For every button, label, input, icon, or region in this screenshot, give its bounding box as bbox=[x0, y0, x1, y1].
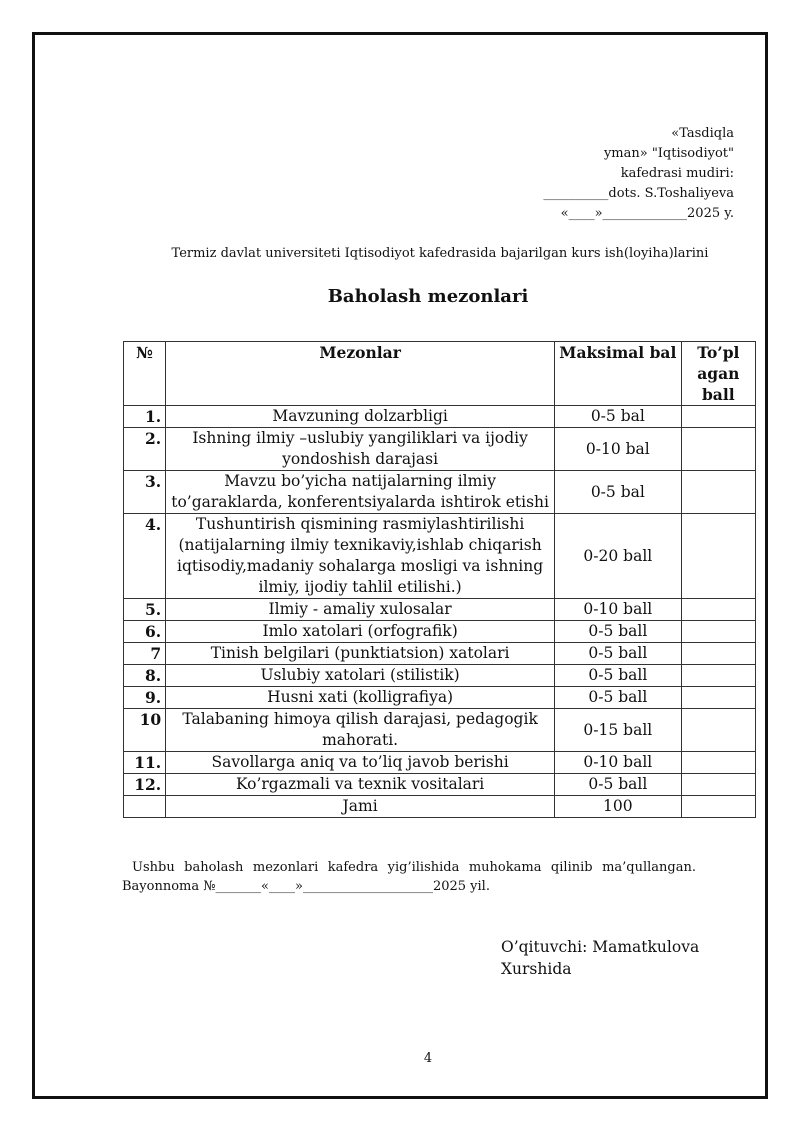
table-row bbox=[124, 514, 756, 599]
row-number: 11. bbox=[124, 752, 166, 774]
row-criteria: Imlo xatolari (orfografik) bbox=[166, 621, 555, 643]
footer-line: Bayonnoma №_______«____»____________________2025 yil. bbox=[122, 879, 490, 894]
row-max-score: 0-5 bal bbox=[555, 406, 682, 428]
row-max-score: 0-5 ball bbox=[555, 621, 682, 643]
row-number: 6. bbox=[124, 621, 166, 643]
row-number: 4. bbox=[124, 514, 166, 599]
table-row bbox=[124, 599, 756, 621]
row-max-score: 0-5 bal bbox=[555, 471, 682, 514]
approval-line: yman» "Iqtisodiyot" bbox=[603, 146, 734, 161]
row-max-score: 0-10 bal bbox=[555, 428, 682, 471]
table-row bbox=[124, 709, 756, 752]
row-criteria: Savollarga aniq va to’liq javob berishi bbox=[166, 752, 555, 774]
table-row bbox=[124, 621, 756, 643]
row-number: 7 bbox=[124, 643, 166, 665]
row-received-score bbox=[681, 599, 755, 621]
row-number: 12. bbox=[124, 774, 166, 796]
row-criteria: Talabaning himoya qilish darajasi, pedagogik mahorati. bbox=[166, 709, 555, 752]
footer-note bbox=[122, 858, 696, 896]
row-criteria: Ko’rgazmali va texnik vositalari bbox=[166, 774, 555, 796]
row-received-score bbox=[681, 796, 755, 818]
row-max-score: 0-5 ball bbox=[555, 687, 682, 709]
row-number: 1. bbox=[124, 406, 166, 428]
row-max-score: 0-10 ball bbox=[555, 599, 682, 621]
row-number bbox=[124, 796, 166, 818]
criteria-table bbox=[123, 341, 756, 818]
row-criteria: Mavzu bo’yicha natijalarning ilmiy to’garaklarda, konferentsiyalarda ishtirok etishi bbox=[166, 471, 555, 514]
row-max-score: 0-10 ball bbox=[555, 752, 682, 774]
header-max-score: Maksimal bal bbox=[555, 342, 682, 406]
row-number: 10 bbox=[124, 709, 166, 752]
row-max-score: 0-20 ball bbox=[555, 514, 682, 599]
teacher-line: Xurshida bbox=[501, 960, 572, 978]
row-received-score bbox=[681, 514, 755, 599]
row-received-score bbox=[681, 471, 755, 514]
page-number: 4 bbox=[423, 1051, 433, 1066]
row-max-score: 0-15 ball bbox=[555, 709, 682, 752]
row-criteria: Tushuntirish qismining rasmiylashtirilishi (natijalarning ilmiy texnikaviy,ishlab chiqarish iqtisodiy,madaniy sohalarga mosligi va ishning ilmiy, ijodiy tahlil etilishi.) bbox=[166, 514, 555, 599]
row-max-score: 0-5 ball bbox=[555, 665, 682, 687]
row-number: 5. bbox=[124, 599, 166, 621]
table-row bbox=[124, 471, 756, 514]
approval-signature-line: __________dots. S.Toshaliyeva bbox=[543, 186, 734, 201]
row-max-score: 100 bbox=[555, 796, 682, 818]
row-number: 2. bbox=[124, 428, 166, 471]
footer-line: Ushbu baholash mezonlari kafedra yig’ilishida muhokama qilinib ma’qullangan. bbox=[132, 860, 696, 875]
teacher-line: O’qituvchi: Mamatkulova bbox=[501, 938, 700, 956]
row-received-score bbox=[681, 709, 755, 752]
teacher-signature bbox=[501, 936, 699, 980]
intro-text: Termiz davlat universiteti Iqtisodiyot kafedrasida bajarilgan kurs ish(loyiha)larini bbox=[171, 246, 709, 261]
row-criteria: Mavzuning dolzarbligi bbox=[166, 406, 555, 428]
row-criteria: Jami bbox=[166, 796, 555, 818]
row-received-score bbox=[681, 621, 755, 643]
approval-block bbox=[543, 124, 734, 224]
row-criteria: Husni xati (kolligrafiya) bbox=[166, 687, 555, 709]
row-max-score: 0-5 ball bbox=[555, 774, 682, 796]
approval-date-line: «____»_____________2025 y. bbox=[560, 206, 734, 221]
table-row bbox=[124, 406, 756, 428]
table-row bbox=[124, 796, 756, 818]
row-number: 8. bbox=[124, 665, 166, 687]
table-row bbox=[124, 752, 756, 774]
row-received-score bbox=[681, 752, 755, 774]
row-received-score bbox=[681, 687, 755, 709]
table-row bbox=[124, 687, 756, 709]
header-number: № bbox=[124, 342, 166, 406]
row-received-score bbox=[681, 643, 755, 665]
row-number: 9. bbox=[124, 687, 166, 709]
table-row bbox=[124, 774, 756, 796]
row-criteria: Ishning ilmiy –uslubiy yangiliklari va ijodiy yondoshish darajasi bbox=[166, 428, 555, 471]
row-received-score bbox=[681, 406, 755, 428]
table-row bbox=[124, 428, 756, 471]
row-criteria: Uslubiy xatolari (stilistik) bbox=[166, 665, 555, 687]
row-received-score bbox=[681, 774, 755, 796]
table-row bbox=[124, 643, 756, 665]
table-row bbox=[124, 665, 756, 687]
document-title: Baholash mezonlari bbox=[327, 286, 529, 307]
row-number: 3. bbox=[124, 471, 166, 514]
header-received-score: To’pl agan ball bbox=[681, 342, 755, 406]
row-received-score bbox=[681, 428, 755, 471]
row-max-score: 0-5 ball bbox=[555, 643, 682, 665]
row-criteria: Ilmiy - amaliy xulosalar bbox=[166, 599, 555, 621]
header-criteria: Mezonlar bbox=[166, 342, 555, 406]
approval-line: kafedrasi mudiri: bbox=[620, 166, 734, 181]
row-received-score bbox=[681, 665, 755, 687]
row-criteria: Tinish belgilari (punktiatsion) xatolari bbox=[166, 643, 555, 665]
table-header-row bbox=[124, 342, 756, 406]
approval-line: «Tasdiqla bbox=[671, 126, 734, 141]
